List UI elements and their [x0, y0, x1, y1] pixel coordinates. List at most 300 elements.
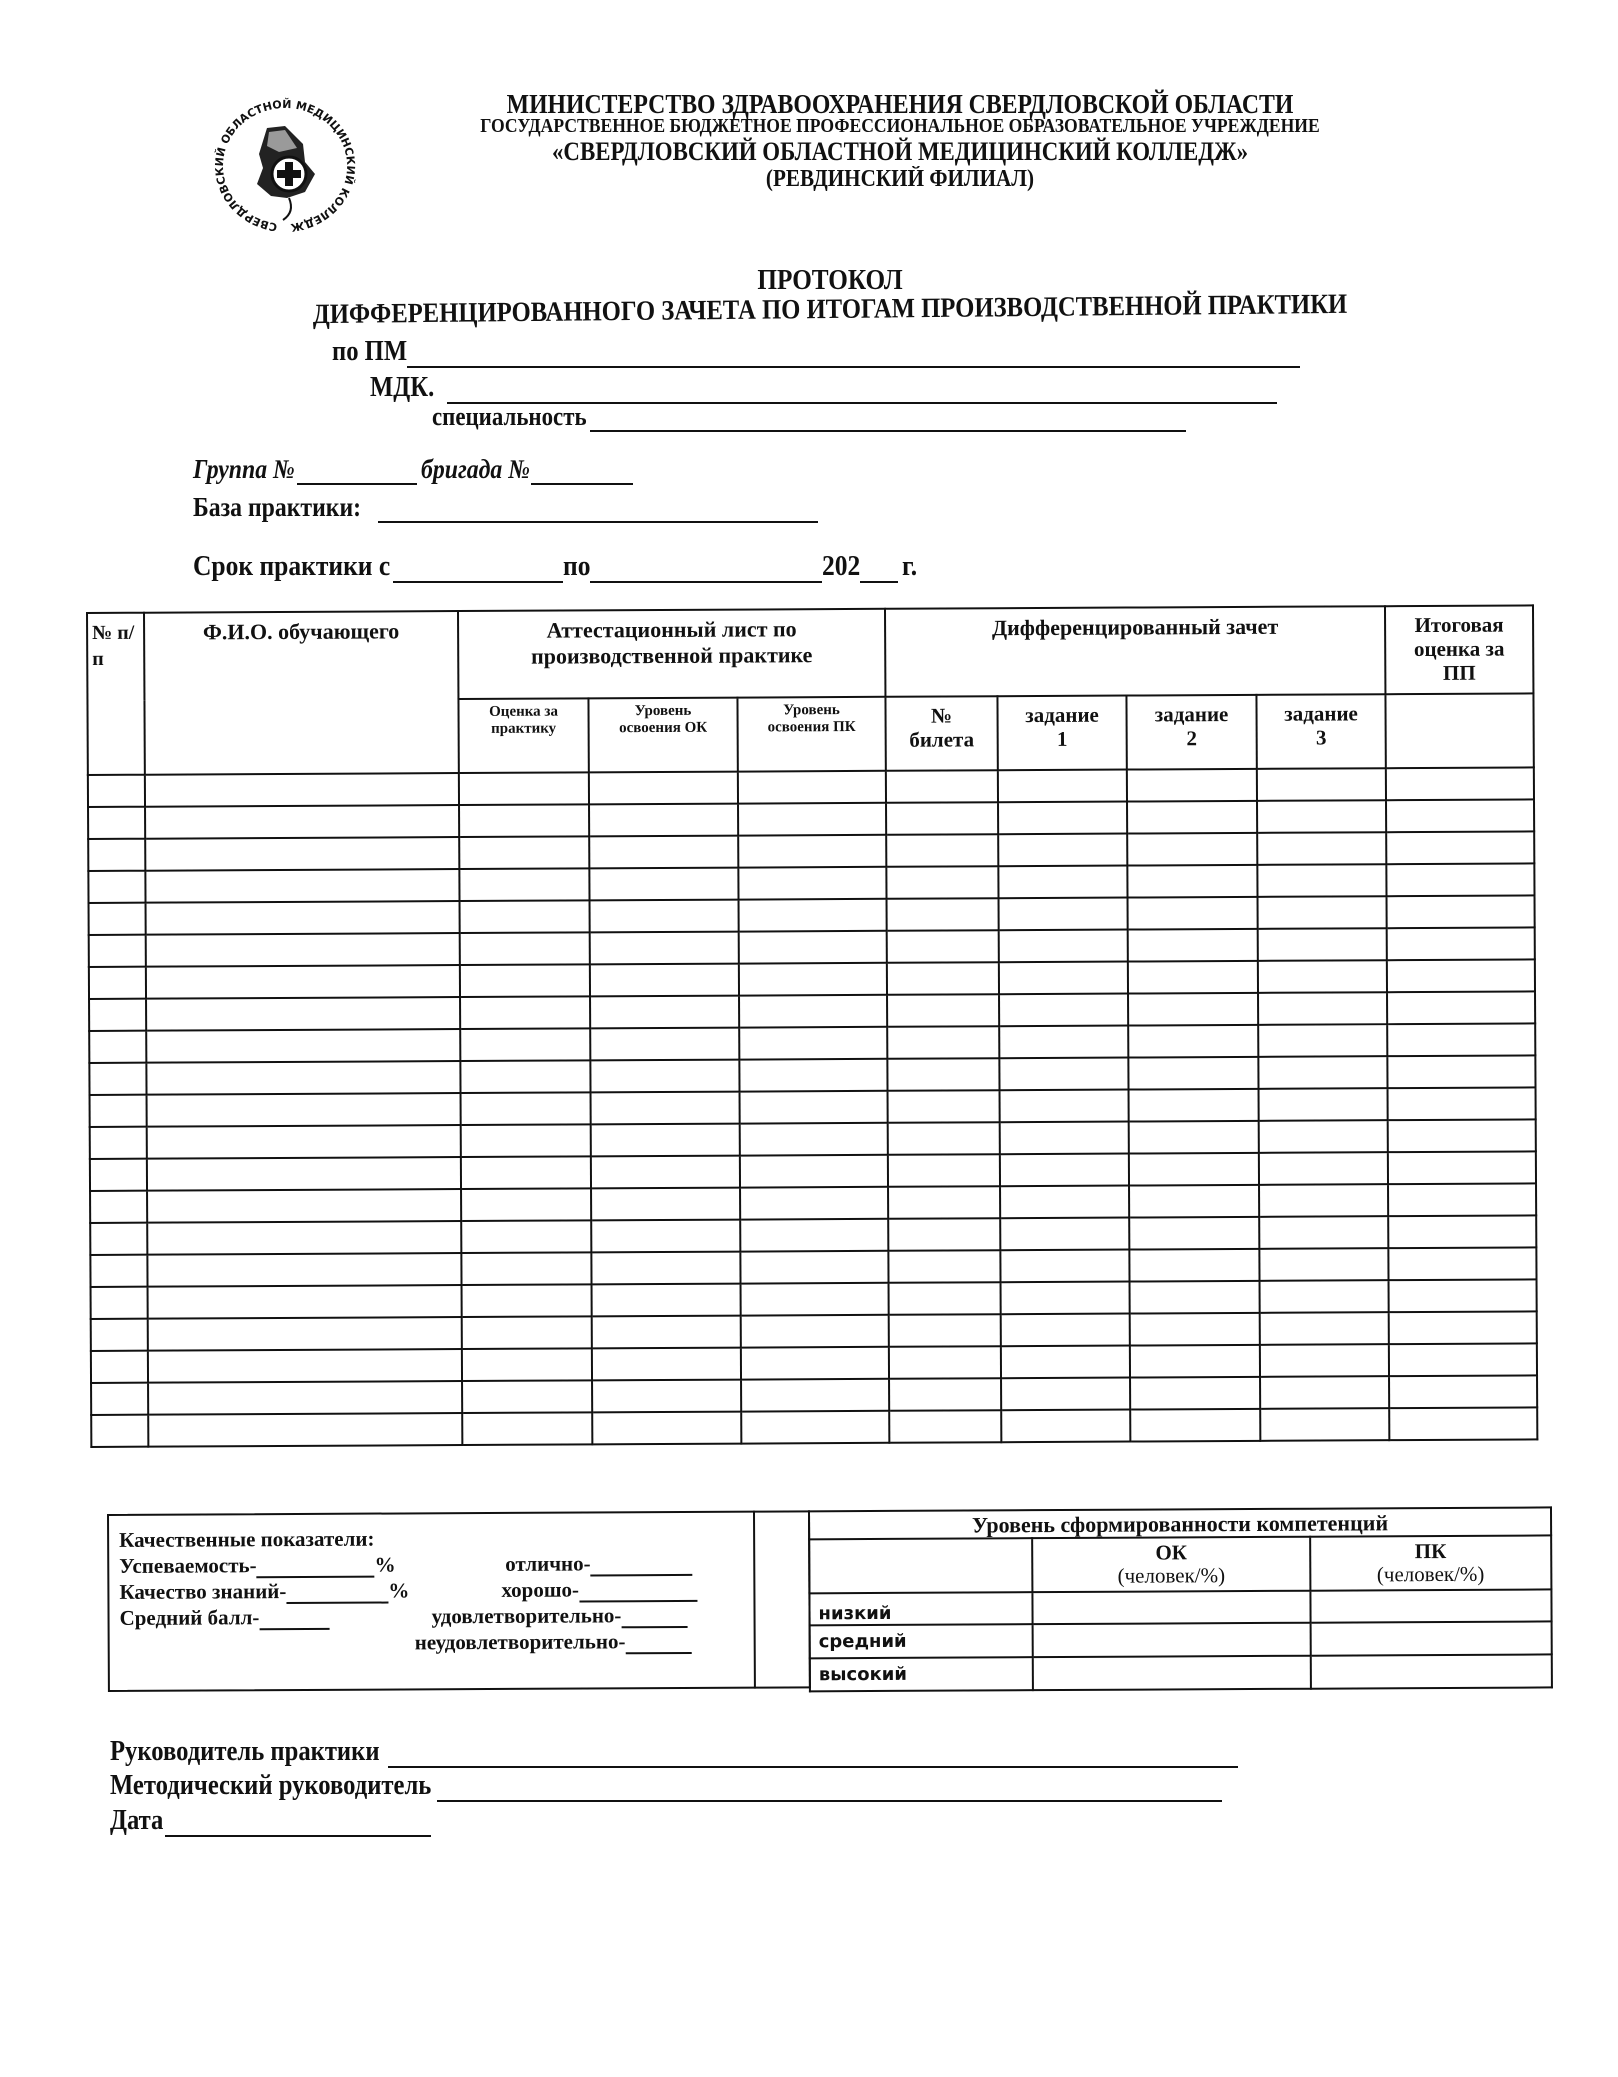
table-cell[interactable] [1130, 1345, 1260, 1378]
table-cell[interactable] [888, 1186, 1000, 1219]
table-cell[interactable] [147, 1253, 461, 1287]
table-cell[interactable] [148, 1349, 462, 1383]
table-cell[interactable] [89, 903, 146, 935]
table-cell[interactable] [887, 898, 999, 931]
header-ticket: № билета [885, 696, 997, 771]
summary-divider [753, 1510, 811, 1688]
unsatisfactory-input[interactable] [625, 1634, 691, 1654]
table-cell[interactable] [591, 1156, 740, 1189]
table-cell[interactable] [1127, 833, 1257, 866]
table-cell[interactable] [1388, 1151, 1536, 1184]
table-cell[interactable] [887, 1026, 999, 1059]
good-label: хорошо- [501, 1577, 580, 1602]
table-cell[interactable] [1389, 1279, 1537, 1312]
table-cell[interactable] [590, 1028, 739, 1061]
ok-unit: (человек/%) [1117, 1563, 1226, 1588]
table-cell[interactable] [739, 963, 887, 996]
table-cell[interactable] [460, 1028, 590, 1061]
table-cell[interactable] [1386, 863, 1534, 896]
table-cell[interactable] [147, 1189, 461, 1223]
table-cell[interactable] [147, 1093, 461, 1127]
header-task-2: задание 2 [1126, 695, 1256, 770]
college-logo [205, 96, 365, 236]
table-cell[interactable] [590, 996, 739, 1029]
table-cell[interactable] [998, 866, 1127, 899]
table-cell[interactable] [90, 1255, 147, 1287]
table-cell[interactable] [1127, 801, 1257, 834]
table-cell[interactable] [148, 1285, 462, 1319]
progress-percent: % [374, 1552, 396, 1577]
table-cell[interactable] [461, 1124, 591, 1157]
table-cell[interactable] [741, 1347, 889, 1380]
table-cell[interactable] [89, 935, 146, 967]
table-cell[interactable] [1257, 800, 1386, 833]
table-cell[interactable] [1260, 1280, 1389, 1313]
table-cell[interactable] [888, 1122, 1000, 1155]
table-cell[interactable] [147, 1125, 461, 1159]
table-cell[interactable] [1388, 1087, 1536, 1120]
level-high-ok-input[interactable] [1033, 1656, 1310, 1690]
table-cell[interactable] [1129, 1249, 1259, 1282]
table-cell[interactable] [1001, 1282, 1130, 1315]
level-low-ok-input[interactable] [1033, 1591, 1310, 1624]
table-cell[interactable] [459, 836, 589, 869]
table-cell[interactable] [591, 1124, 740, 1157]
grades-table-body [88, 767, 1537, 1447]
table-cell[interactable] [738, 771, 886, 804]
table-cell[interactable] [148, 1413, 462, 1447]
satisfactory-input[interactable] [621, 1608, 687, 1628]
table-cell[interactable] [1386, 767, 1534, 800]
table-cell[interactable] [460, 1060, 590, 1093]
table-cell[interactable] [1387, 959, 1535, 992]
table-cell[interactable] [1389, 1343, 1537, 1376]
table-cell[interactable] [739, 1059, 887, 1092]
unsatisfactory-label: неудовлетворительно- [414, 1629, 626, 1655]
table-cell[interactable] [89, 1031, 146, 1063]
table-cell[interactable] [462, 1348, 592, 1381]
table-cell[interactable] [461, 1220, 591, 1253]
competency-title: Уровень сформированности компетенций [809, 1507, 1551, 1539]
table-cell[interactable] [592, 1316, 741, 1349]
table-cell[interactable] [592, 1348, 741, 1381]
table-cell[interactable] [589, 836, 738, 869]
average-label: Средний балл- [119, 1605, 260, 1630]
table-cell[interactable] [738, 835, 886, 868]
average-row [119, 1605, 329, 1631]
table-cell[interactable] [1128, 897, 1258, 930]
table-cell[interactable] [1389, 1375, 1537, 1408]
specialty-input[interactable] [590, 406, 1186, 432]
table-cell[interactable] [589, 772, 738, 805]
table-cell[interactable] [591, 1188, 740, 1221]
table-cell[interactable] [1388, 1183, 1536, 1216]
table-cell[interactable] [461, 1188, 591, 1221]
table-cell[interactable] [1387, 1055, 1535, 1088]
table-cell[interactable] [740, 1091, 888, 1124]
table-cell[interactable] [1260, 1408, 1389, 1441]
pm-field [332, 336, 1300, 368]
date-label: Дата [110, 1805, 164, 1836]
period-from-input[interactable] [393, 557, 563, 583]
table-cell[interactable] [999, 898, 1128, 931]
table-cell[interactable] [888, 1250, 1000, 1283]
table-cell[interactable] [460, 964, 590, 997]
table-cell[interactable] [1258, 1024, 1387, 1057]
table-cell[interactable] [90, 1127, 147, 1159]
header-ok-level: Уровень освоения ОК [588, 698, 737, 773]
college-name: «СВЕРДЛОВСКИЙ ОБЛАСТНОЙ МЕДИЦИНСКИЙ КОЛЛЕДЖ» [551, 137, 1249, 166]
competency-corner [809, 1538, 1033, 1593]
table-cell[interactable] [589, 804, 738, 837]
document-title: ПРОТОКОЛ [757, 265, 903, 296]
table-cell[interactable] [1388, 1247, 1536, 1280]
header-attestation: Аттестационный лист по производственной практике [458, 609, 885, 699]
table-cell[interactable] [91, 1287, 148, 1319]
header-final-blank [1385, 693, 1533, 768]
table-cell[interactable] [88, 775, 145, 807]
mdk-input[interactable] [447, 378, 1277, 404]
table-cell[interactable] [1257, 832, 1386, 865]
table-cell[interactable] [1388, 1119, 1536, 1152]
supervisor-label: Руководитель практики [110, 1736, 380, 1767]
competency-table [808, 1506, 1553, 1692]
table-cell[interactable] [1259, 1248, 1388, 1281]
table-cell[interactable] [998, 802, 1127, 835]
table-cell[interactable] [461, 1252, 591, 1285]
table-cell[interactable] [88, 871, 145, 903]
table-cell[interactable] [90, 1191, 147, 1223]
average-input[interactable] [259, 1610, 329, 1630]
table-cell[interactable] [888, 1218, 1000, 1251]
table-cell[interactable] [1000, 1250, 1129, 1283]
table-cell[interactable] [1001, 1378, 1130, 1411]
table-cell[interactable] [888, 1090, 1000, 1123]
table-cell[interactable] [1387, 895, 1535, 928]
pm-input[interactable] [407, 342, 1300, 368]
table-cell[interactable] [887, 994, 999, 1027]
table-cell[interactable] [91, 1351, 148, 1383]
table-cell[interactable] [146, 965, 460, 999]
table-cell[interactable] [1129, 1185, 1259, 1218]
progress-input[interactable] [257, 1558, 375, 1579]
table-cell[interactable] [739, 995, 887, 1028]
level-low-pk-input[interactable] [1310, 1589, 1552, 1622]
competency-pk-header [1310, 1535, 1552, 1590]
table-cell[interactable] [146, 1029, 460, 1063]
supervisor-input[interactable] [388, 1744, 1238, 1768]
table-cell[interactable] [1260, 1376, 1389, 1409]
table-cell[interactable] [1258, 896, 1387, 929]
table-cell[interactable] [145, 773, 459, 807]
table-cell[interactable] [886, 770, 998, 803]
table-cell[interactable] [91, 1383, 148, 1415]
year-prefix: 202 [822, 550, 861, 582]
table-cell[interactable] [1128, 1057, 1258, 1090]
table-cell[interactable] [889, 1378, 1001, 1411]
mdk-label: МДК. [370, 372, 435, 403]
ministry-name: МИНИСТЕРСТВО ЗДРАВООХРАНЕНИЯ СВЕРДЛОВСКОЙ ОБЛАСТИ [506, 89, 1294, 119]
table-cell[interactable] [590, 1060, 739, 1093]
pk-unit: (человек/%) [1376, 1561, 1485, 1587]
table-cell[interactable] [590, 900, 739, 933]
header-diff-credit: Дифференцированный зачет [885, 606, 1385, 697]
table-cell[interactable] [460, 900, 590, 933]
table-cell[interactable] [592, 1284, 741, 1317]
progress-label: Успеваемость- [119, 1553, 257, 1578]
table-cell[interactable] [589, 868, 738, 901]
institution-type: ГОСУДАРСТВЕННОЕ БЮДЖЕТНОЕ ПРОФЕССИОНАЛЬНОЕ ОБРАЗОВАТЕЛЬНОЕ УЧРЕЖДЕНИЕ [480, 115, 1320, 137]
table-cell[interactable] [459, 804, 589, 837]
header-task-3: задание 3 [1256, 694, 1385, 769]
table-cell[interactable] [1260, 1312, 1389, 1345]
supervisor-signature [110, 1736, 1238, 1768]
brigade-input[interactable] [531, 459, 633, 485]
table-cell[interactable] [1259, 1184, 1388, 1217]
level-mid-pk-input[interactable] [1310, 1621, 1552, 1655]
table-cell[interactable] [461, 1092, 591, 1125]
table-cell[interactable] [887, 930, 999, 963]
table-cell[interactable] [1130, 1409, 1260, 1442]
table-cell[interactable] [89, 999, 146, 1031]
table-cell[interactable] [1000, 1090, 1129, 1123]
table-cell[interactable] [148, 1381, 462, 1415]
table-cell[interactable] [1128, 929, 1258, 962]
date-input[interactable] [165, 1813, 431, 1837]
quality-title: Качественные показатели: [119, 1526, 375, 1552]
table-cell[interactable] [740, 1251, 888, 1284]
pk-label: ПК [1414, 1538, 1447, 1564]
table-cell[interactable] [740, 1155, 888, 1188]
table-cell[interactable] [89, 1063, 146, 1095]
table-cell[interactable] [146, 933, 460, 967]
good-input[interactable] [579, 1582, 697, 1603]
table-cell[interactable] [886, 866, 998, 899]
table-cell[interactable] [886, 802, 998, 835]
table-cell[interactable] [1257, 864, 1386, 897]
table-cell[interactable] [1260, 1344, 1389, 1377]
table-cell[interactable] [1129, 1089, 1259, 1122]
table-cell[interactable] [462, 1412, 592, 1445]
table-cell[interactable] [886, 834, 998, 867]
knowledge-quality-percent: % [388, 1578, 410, 1603]
header-pk-level: Уровень освоения ПК [737, 697, 885, 772]
table-cell[interactable] [999, 1058, 1128, 1091]
table-cell[interactable] [148, 1317, 462, 1351]
table-cell[interactable] [591, 1092, 740, 1125]
practice-base-field [193, 492, 818, 523]
table-cell[interactable] [90, 1159, 147, 1191]
practice-base-input[interactable] [378, 497, 818, 523]
pm-label: по ПМ [332, 336, 408, 367]
table-cell[interactable] [739, 1027, 887, 1060]
table-cell[interactable] [739, 899, 887, 932]
table-cell[interactable] [90, 1223, 147, 1255]
table-cell[interactable] [592, 1380, 741, 1413]
excellent-label: отлично- [505, 1551, 591, 1576]
table-cell[interactable] [741, 1315, 889, 1348]
table-cell[interactable] [741, 1283, 889, 1316]
table-cell[interactable] [89, 967, 146, 999]
table-cell[interactable] [1001, 1410, 1130, 1443]
quality-indicators [107, 1511, 756, 1692]
table-cell[interactable] [1259, 1120, 1388, 1153]
table-cell[interactable] [740, 1219, 888, 1252]
table-cell[interactable] [145, 837, 459, 871]
table-cell[interactable] [590, 964, 739, 997]
excellent-input[interactable] [591, 1556, 693, 1577]
table-cell[interactable] [1258, 992, 1387, 1025]
knowledge-quality-input[interactable] [286, 1584, 388, 1605]
table-cell[interactable] [889, 1314, 1001, 1347]
table-cell[interactable] [1128, 1025, 1258, 1058]
period-to-label: по [563, 550, 591, 582]
table-cell[interactable] [459, 868, 589, 901]
group-input[interactable] [297, 459, 417, 485]
table-cell[interactable] [998, 770, 1127, 803]
table-cell[interactable] [147, 1157, 461, 1191]
table-cell[interactable] [1000, 1218, 1129, 1251]
table-cell[interactable] [1001, 1314, 1130, 1347]
year-input[interactable] [860, 557, 898, 583]
table-cell[interactable] [1389, 1311, 1537, 1344]
table-cell[interactable] [1000, 1154, 1129, 1187]
table-cell[interactable] [460, 996, 590, 1029]
table-cell[interactable] [739, 931, 887, 964]
table-cell[interactable] [1387, 991, 1535, 1024]
satisfactory-row [431, 1603, 687, 1629]
table-cell[interactable] [1000, 1186, 1129, 1219]
table-cell[interactable] [461, 1156, 591, 1189]
table-cell[interactable] [1386, 831, 1534, 864]
header-fio: Ф.И.О. обучающего [144, 611, 459, 775]
group-label: Группа № [193, 454, 295, 484]
table-cell[interactable] [888, 1154, 1000, 1187]
table-cell[interactable] [1001, 1346, 1130, 1379]
table-cell[interactable] [1127, 865, 1257, 898]
table-cell[interactable] [462, 1284, 592, 1317]
table-cell[interactable] [998, 834, 1127, 867]
table-cell[interactable] [459, 772, 589, 805]
table-cell[interactable] [1388, 1215, 1536, 1248]
ok-label: ОК [1155, 1540, 1188, 1565]
table-cell[interactable] [460, 932, 590, 965]
unsatisfactory-row [415, 1629, 692, 1655]
table-cell[interactable] [889, 1410, 1001, 1443]
table-cell[interactable] [591, 1220, 740, 1253]
methodical-input[interactable] [437, 1778, 1222, 1802]
table-cell[interactable] [1257, 768, 1386, 801]
period-to-input[interactable] [590, 557, 822, 583]
table-cell[interactable] [90, 1095, 147, 1127]
table-cell[interactable] [462, 1380, 592, 1413]
good-row [501, 1577, 697, 1603]
table-cell[interactable] [740, 1187, 888, 1220]
table-cell[interactable] [999, 1026, 1128, 1059]
table-cell[interactable] [88, 839, 145, 871]
methodical-label: Методический руководитель [110, 1770, 432, 1801]
header-final-grade: Итоговая оценка за ПП [1385, 605, 1533, 694]
table-cell[interactable] [1387, 927, 1535, 960]
college-emblem-icon [205, 96, 365, 236]
table-cell[interactable] [1127, 769, 1257, 802]
table-cell[interactable] [1000, 1122, 1129, 1155]
level-high-pk-input[interactable] [1310, 1654, 1552, 1688]
table-cell[interactable] [889, 1346, 1001, 1379]
table-cell[interactable] [145, 805, 459, 839]
practice-period-field [193, 550, 919, 583]
table-cell[interactable] [999, 994, 1128, 1027]
table-cell[interactable] [1129, 1153, 1259, 1186]
table-cell[interactable] [1259, 1088, 1388, 1121]
table-cell[interactable] [147, 1221, 461, 1255]
table-cell[interactable] [590, 932, 739, 965]
table-cell[interactable] [592, 1412, 741, 1445]
table-cell[interactable] [741, 1411, 889, 1444]
table-cell[interactable] [88, 807, 145, 839]
mdk-field [370, 372, 1277, 404]
table-cell[interactable] [1130, 1281, 1260, 1314]
table-cell[interactable] [740, 1123, 888, 1156]
table-cell[interactable] [1258, 928, 1387, 961]
table-cell[interactable] [738, 867, 886, 900]
date-signature [110, 1805, 431, 1837]
table-cell[interactable] [462, 1316, 592, 1349]
table-cell[interactable] [591, 1252, 740, 1285]
competency-ok-header [1033, 1537, 1310, 1592]
specialty-field [432, 402, 1186, 432]
table-cell[interactable] [91, 1319, 148, 1351]
table-cell[interactable] [146, 901, 460, 935]
branch-name: (РЕВДИНСКИЙ ФИЛИАЛ) [765, 166, 1035, 192]
table-cell[interactable] [1128, 961, 1258, 994]
table-cell[interactable] [889, 1282, 1001, 1315]
table-cell[interactable] [1129, 1217, 1259, 1250]
table-cell[interactable] [1387, 1023, 1535, 1056]
table-cell[interactable] [1259, 1152, 1388, 1185]
table-cell[interactable] [738, 803, 886, 836]
group-field [193, 454, 633, 485]
table-cell[interactable] [1258, 960, 1387, 993]
table-cell[interactable] [1389, 1407, 1537, 1440]
methodical-signature [110, 1770, 1222, 1802]
table-cell[interactable] [1259, 1216, 1388, 1249]
header-num: № п/ п [87, 613, 145, 775]
level-mid-ok-input[interactable] [1033, 1623, 1310, 1657]
table-cell[interactable] [887, 962, 999, 995]
table-cell[interactable] [999, 930, 1128, 963]
table-cell[interactable] [887, 1058, 999, 1091]
progress-row [119, 1552, 395, 1578]
table-cell[interactable] [91, 1415, 148, 1447]
year-label: г. [901, 550, 917, 582]
header-practice-grade: Оценка за практику [458, 698, 588, 773]
knowledge-quality-label: Качество знаний- [119, 1579, 287, 1604]
table-cell[interactable] [1258, 1056, 1387, 1089]
table-cell[interactable] [1129, 1121, 1259, 1154]
table-cell[interactable] [1128, 993, 1258, 1026]
table-cell[interactable] [146, 997, 460, 1031]
table-cell[interactable] [999, 962, 1128, 995]
knowledge-quality-row [119, 1578, 409, 1605]
table-cell[interactable] [1386, 799, 1534, 832]
level-high-label: высокий [810, 1657, 1034, 1691]
table-cell[interactable] [1130, 1377, 1260, 1410]
table-cell[interactable] [1130, 1313, 1260, 1346]
table-cell[interactable] [145, 869, 459, 903]
table-cell[interactable] [741, 1379, 889, 1412]
table-cell[interactable] [146, 1061, 460, 1095]
